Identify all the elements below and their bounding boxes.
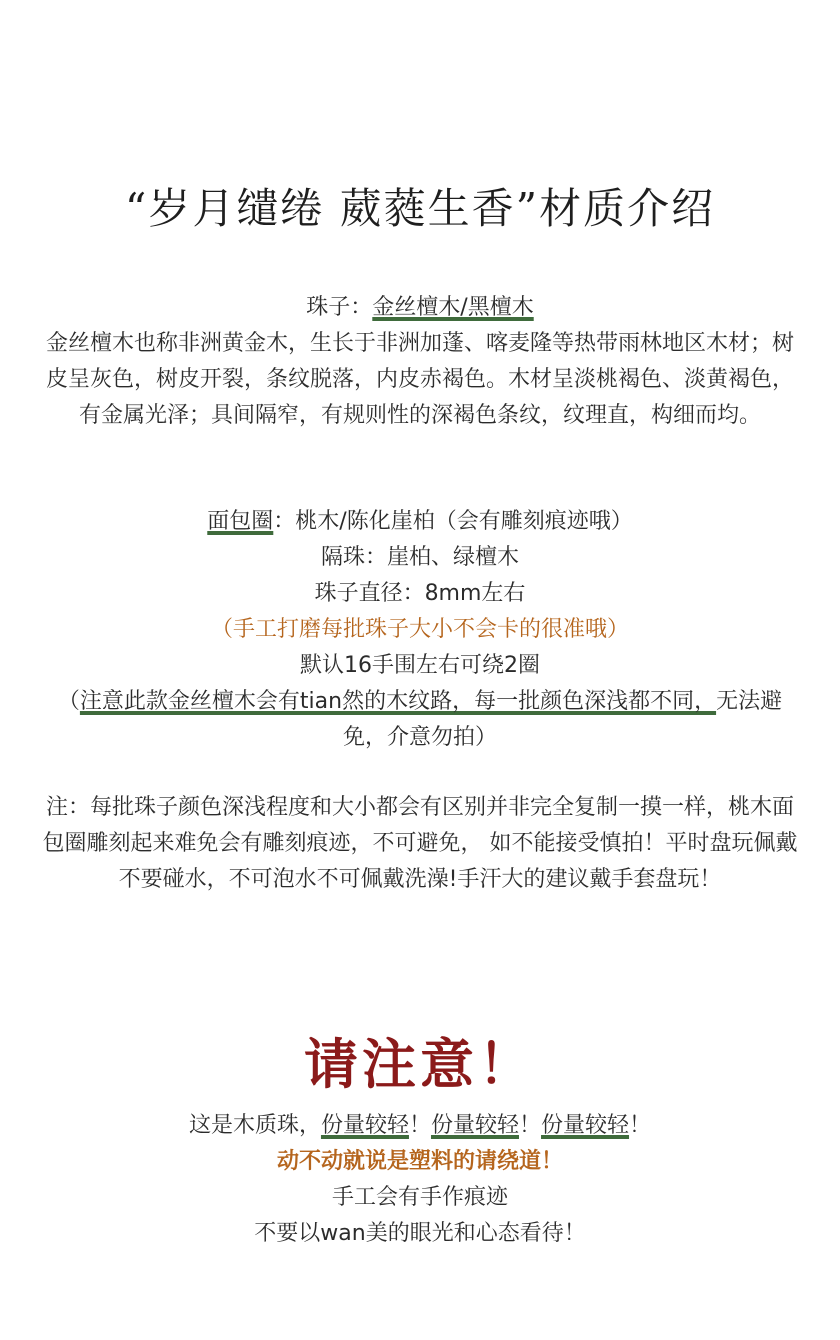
light-weight-highlight: 份量较轻 (320, 1113, 409, 1138)
bead-material-section (36, 290, 804, 434)
bead-material: 金丝檀木/黑檀木 (372, 295, 534, 320)
bead-label: 珠子： (306, 295, 373, 320)
light-weight-highlight: 份量较轻 (541, 1113, 630, 1138)
bead-material-line (36, 290, 804, 326)
warning-section (36, 1108, 804, 1252)
wrist-size-line: 默认16手围左右可绕2圈 (300, 653, 540, 678)
spacer-bead-line: 隔珠：崖柏、绿檀木 (320, 545, 519, 570)
care-note: 注：每批珠子颜色深浅程度和大小都会有区别并非完全复制一摸一样，桃木面包圈雕刻起来难免会有雕刻痕迹，不可避免， 如不能接受慎拍！平时盘玩佩戴不要碰水，不可泡水不可佩戴洗澡!手汗大的建议戴手套盘玩！ (42, 795, 798, 892)
bread-ring-value: ：桃木/陈化崖柏（会有雕刻痕迹哦） (273, 509, 633, 534)
perfection-line: 不要以wan美的眼光和心态看待！ (254, 1221, 586, 1246)
specs-section (36, 504, 804, 756)
bread-ring-line (36, 504, 804, 540)
diameter-line: 珠子直径：8mm左右 (314, 581, 526, 606)
plastic-warning: 动不动就说是塑料的请绕道！ (276, 1149, 563, 1174)
bread-ring-label: 面包圈 (207, 509, 274, 534)
wood-grain-notice: （注意此款金丝檀木会有tian然的木纹路，每一批颜色深浅都不同，无法避免，介意勿拍） (57, 689, 783, 750)
handmade-marks-line: 手工会有手作痕迹 (331, 1185, 508, 1210)
warning-title: 请注意！ (304, 1032, 536, 1096)
bead-description: 金丝檀木也称非洲黄金木，生长于非洲加蓬、喀麦隆等热带雨林地区木材；树皮呈灰色，树皮开裂，条纹脱落，内皮赤褐色。木材呈淡桃褐色、淡黄褐色，有金属光泽；具间隔窄，有规则性的深褐色条纹，纹理直，构细而均。 (45, 331, 794, 428)
light-weight-highlight: 份量较轻 (430, 1113, 519, 1138)
page-title: “岁月缱绻 葳蕤生香”材质介绍 (124, 184, 716, 233)
wood-grain-highlight: 注意此款金丝檀木会有tian然的木纹路，每一批颜色深浅都不同， (79, 689, 717, 714)
handmade-note: （手工打磨每批珠子大小不会卡的很准哦） (210, 617, 629, 642)
light-weight-line: 这是木质珠，份量较轻！份量较轻！份量较轻！ (188, 1113, 652, 1138)
